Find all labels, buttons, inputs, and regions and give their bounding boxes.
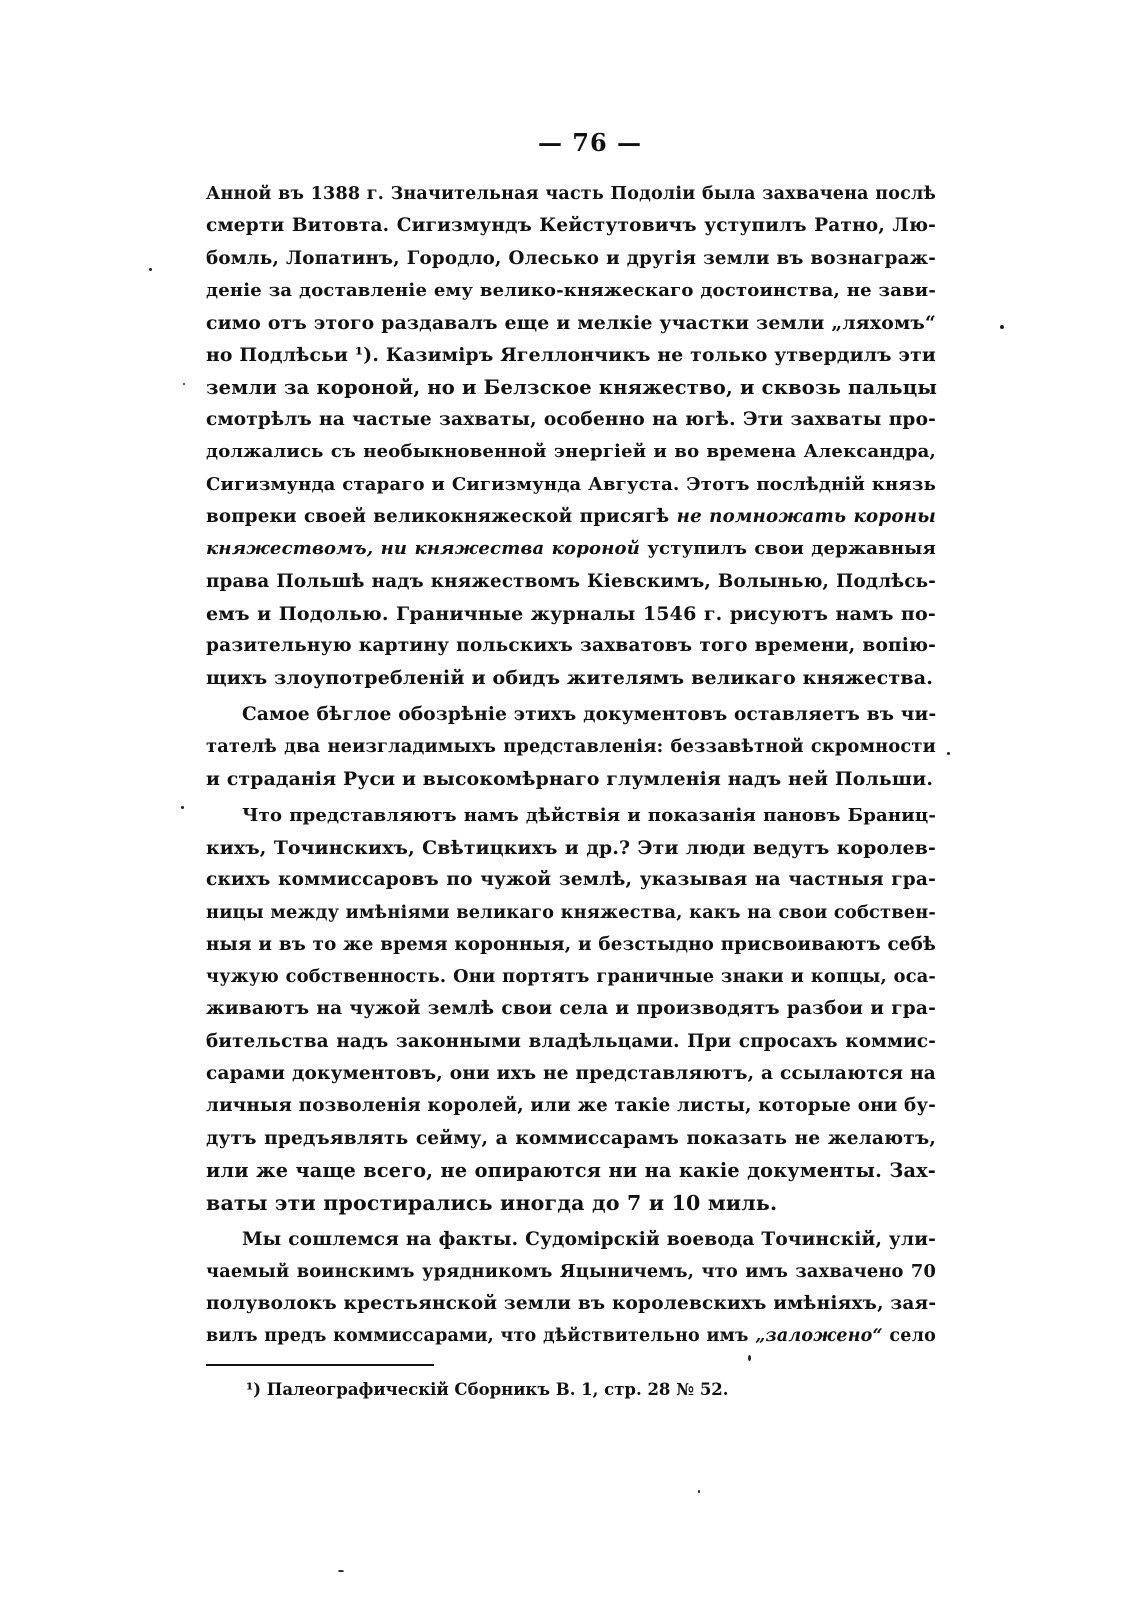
scan-speck xyxy=(947,752,950,755)
text-segment: кихъ, Точинскихъ, Свѣтицкихъ и др.? Эти люди ведутъ королев- xyxy=(206,836,936,859)
text-line xyxy=(206,731,936,763)
text-segment: ныя и въ то же время коронныя, и безстыдно присвоиваютъ себѣ xyxy=(206,933,936,955)
text-segment: деніе за доставленіе ему велико-княжескаго достоинства, не зави- xyxy=(206,279,936,301)
text-line xyxy=(206,1058,936,1090)
text-segment: дутъ предъявлять сейму, а коммиссарамъ показать не желаютъ, xyxy=(206,1127,936,1149)
text-line xyxy=(206,1090,936,1122)
text-segment: или же чаще всего, не опираются ни на какіе документы. Зах- xyxy=(206,1158,936,1182)
text-segment: полуволокъ крестьянской земли въ королевскихъ имѣніяхъ, зая- xyxy=(206,1293,937,1315)
text-line xyxy=(206,598,936,630)
text-segment: вилъ предъ коммиссарами, что дѣйствительно имъ xyxy=(206,1326,756,1347)
text-line xyxy=(206,864,936,896)
text-line xyxy=(206,469,936,501)
text-line xyxy=(206,178,936,210)
text-line xyxy=(206,993,936,1025)
text-segment: сарами документовъ, они ихъ не представляютъ, а ссылаются на xyxy=(206,1063,936,1085)
text-line xyxy=(206,699,936,731)
text-line xyxy=(206,243,936,275)
text-line xyxy=(206,307,936,339)
text-segment: село xyxy=(882,1326,936,1347)
text-line xyxy=(206,1224,936,1256)
text-line xyxy=(206,630,936,662)
text-line xyxy=(206,1288,936,1320)
text-line xyxy=(206,501,936,533)
text-segment: и страданія Руси и высокомѣрнаго глумленія надъ ней Польши. xyxy=(206,768,934,791)
page-number: — 76 — xyxy=(537,128,643,157)
text-line xyxy=(206,897,936,929)
scan-speck xyxy=(183,383,185,385)
text-line xyxy=(206,1320,936,1352)
scan-speck xyxy=(181,806,184,809)
body-text xyxy=(206,178,936,1353)
text-segment: вопреки своей великокняжеской присягѣ xyxy=(206,505,677,527)
text-segment: уступилъ свои державныя xyxy=(640,538,936,560)
text-segment: смерти Витовта. Сигизмундъ Кейстутовичъ уступилъ Ратно, Лю- xyxy=(206,215,936,237)
text-segment: ницы между имѣніями великаго княжества, какъ на свои собствен- xyxy=(206,901,936,923)
text-segment: тателѣ два неизгладимыхъ представленія: беззавѣтной скромности xyxy=(206,736,936,758)
text-line xyxy=(206,404,936,436)
text-line xyxy=(206,1026,936,1058)
scan-speck xyxy=(748,1355,751,1361)
text-segment: земли за короной, но и Белзское княжество, и сквозь пальцы xyxy=(206,375,938,399)
text-line xyxy=(206,929,936,961)
text-segment: емъ и Подолью. Граничные журналы 1546 г. рисуютъ намъ по- xyxy=(206,602,936,625)
text-line xyxy=(206,800,936,832)
text-line xyxy=(206,436,936,468)
text-line xyxy=(206,1256,936,1288)
text-line xyxy=(206,1155,936,1187)
footnote: ¹) Палеографическій Сборникъ В. 1, стр. 28 № 52. xyxy=(246,1380,729,1399)
text-segment: личныя позволенія королей, или же такіе листы, которые они бу- xyxy=(206,1095,936,1117)
text-segment: бомль, Лопатинъ, Городло, Олесько и другія земли въ вознаграж- xyxy=(206,247,936,269)
text-segment: разительную картину польскихъ захватовъ того времени, вопію- xyxy=(206,635,936,657)
text-line xyxy=(206,372,936,404)
scan-speck xyxy=(1000,325,1004,329)
text-line xyxy=(206,566,936,598)
italic-text: „заложено“ xyxy=(755,1326,883,1347)
text-segment: живаютъ на чужой землѣ свои села и производятъ разбои и гра- xyxy=(206,998,936,1020)
italic-text: княжествомъ, ни княжества короной xyxy=(206,538,641,560)
text-line xyxy=(206,1123,936,1155)
scan-speck xyxy=(149,268,152,271)
text-line xyxy=(206,961,936,993)
text-line xyxy=(206,339,936,371)
text-line xyxy=(206,763,936,795)
text-segment: смотрѣлъ на частые захваты, особенно на югѣ. Эти захваты про- xyxy=(206,409,936,431)
text-line xyxy=(206,1187,936,1219)
italic-text: не помножать короны xyxy=(676,505,936,527)
text-segment: бительства надъ законными владѣльцами. При спросахъ коммис- xyxy=(206,1030,936,1052)
footnote-divider xyxy=(206,1364,434,1366)
text-segment: скихъ коммиссаровъ по чужой землѣ, указывая на частныя гра- xyxy=(206,869,936,891)
text-segment: должались съ необыкновенной энергіей и во времена Александра, xyxy=(206,441,936,463)
text-segment: Анной въ 1388 г. Значительная часть Подоліи была захвачена послѣ xyxy=(206,184,936,204)
scan-speck xyxy=(698,1490,700,1493)
text-segment: права Польшѣ надъ княжествомъ Кіевскимъ, Волынью, Подлѣсь- xyxy=(206,570,936,592)
text-segment: но Подлѣсьи ¹). Казиміръ Ягеллончикъ не только утвердилъ эти xyxy=(206,344,936,367)
text-line xyxy=(206,832,936,864)
text-segment: симо отъ этого раздавалъ еще и мелкіе участки земли „ляхомъ“ xyxy=(206,312,936,335)
text-line xyxy=(206,662,936,694)
text-line xyxy=(206,533,936,565)
scan-speck xyxy=(338,1570,344,1572)
text-segment: Мы сошлемся на факты. Судомірскій воевода Точинскій, ули- xyxy=(242,1228,936,1250)
text-segment: Что представляютъ намъ дѣйствія и показанія пановъ Браниц- xyxy=(242,804,936,826)
text-line xyxy=(206,210,936,242)
text-line xyxy=(206,275,936,307)
text-segment: чужую собственность. Они портятъ граничные знаки и копцы, оса- xyxy=(206,966,936,988)
text-segment: чаемый воинскимъ урядникомъ Яцыничемъ, что имъ захвачено 70 xyxy=(206,1260,936,1282)
text-segment: Самое бѣглое обозрѣніе этихъ документовъ оставляетъ въ чи- xyxy=(242,703,937,725)
text-segment: ваты эти простирались иногда до 7 и 10 миль. xyxy=(206,1191,778,1216)
text-segment: щихъ злоупотребленій и обидъ жителямъ великаго княжества. xyxy=(206,667,934,690)
text-segment: Сигизмунда стараго и Сигизмунда Августа. Этотъ послѣдній князь xyxy=(206,473,936,495)
